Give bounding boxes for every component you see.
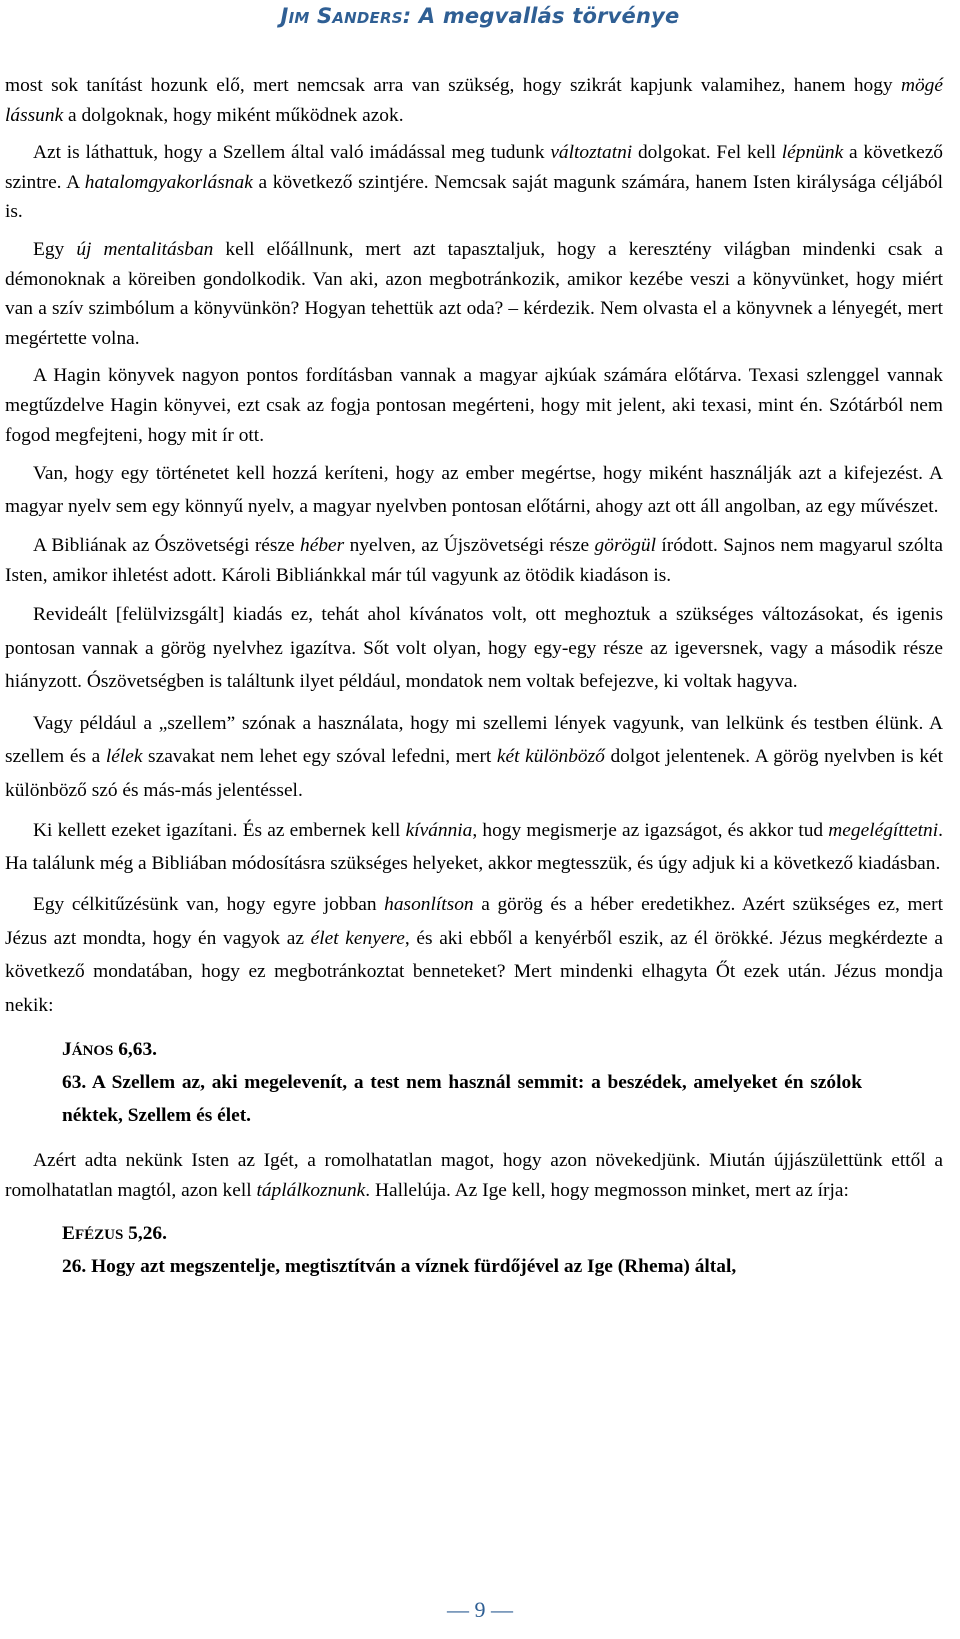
p6-text-c: nyelven, az Újszövetségi része	[344, 535, 595, 557]
paragraph-1	[5, 71, 943, 130]
p3-text-a: Egy	[33, 238, 77, 260]
p3-text-c: kell előállnunk, mert azt tapasztaljuk, hogy a keresztény világban mindenki csak a démonoknak a köreiben gondolkodik. Van aki, azon megbotránkozik, amikor kezébe veszi a könyvünket, hogy miért van a szív szimbólum a könyvünkön? Hogyan tehettük azt oda? – kérdezik. Nem olvasta el a könyvnek a lényegét, mert megértette volna.	[5, 238, 943, 349]
paragraph-5: Van, hogy egy történetet kell hozzá keríteni, hogy az ember megértse, hogy miként használják azt a kifejezést. A magyar nyelv sem egy könnyű nyelv, a magyar nyelvben pontosan előtárni, ahogy azt ott áll angolban, az egy művészet.	[5, 463, 943, 517]
running-header	[0, 4, 960, 28]
p10-emphasis-d: élet kenyere	[310, 927, 405, 949]
p8-text-e: dolgot jelentenek. A görög nyelvben is két különböző szó és más-más jelentéssel.	[5, 746, 944, 801]
p2-text-a: Azt is láthattuk, hogy a Szellem által való imádással meg tudunk	[33, 142, 551, 164]
scripture-verse-john: 63. A Szellem az, aki megelevenít, a test nem használ semmit: a beszédek, amelyeket én szólok néktek, Szellem és élet.	[62, 1072, 862, 1127]
scripture-quote-ephesians	[62, 1219, 862, 1283]
p11-text-a: Azért adta nekünk Isten az Igét, a romolhatatlan magot, hogy azon növekedjünk. Miután újjászülettünk ettől a romolhatatlan magtól, azon kell	[5, 1150, 943, 1201]
p9-emphasis-b: kívánnia	[405, 820, 473, 842]
ref-john-smallcaps: ÁNOS	[71, 1043, 114, 1060]
p1-text-a: most sok tanítást hozunk elő, mert nemcsak arra van szükség, hogy szikrát kapjunk valamihez, hanem hogy	[5, 75, 901, 96]
p11-emphasis-b: táplálkoznunk	[256, 1179, 366, 1201]
p3-emphasis: új mentalitásban	[76, 238, 214, 260]
p9-emphasis-d: megelégíttetni	[828, 820, 939, 842]
p2-text-g: a következő szintjére. Nemcsak saját magunk számára, hanem Isten királysága céljából is.	[5, 171, 944, 223]
p2-emphasis-d: lépnünk	[781, 142, 844, 164]
p6-text-e: íródott. Sajnos nem magyarul szólta Isten, amikor ihletést adott. Károli Bibliánkkal már túl vagyunk az ötödik kiadáson is.	[5, 535, 943, 586]
header-author-anders: ANDERS	[332, 9, 403, 27]
p8-text-c: szavakat nem lehet egy szóval lefedni, mert	[142, 746, 497, 768]
paragraph-10	[5, 888, 943, 1022]
p10-emphasis-b: hasonlítson	[384, 894, 474, 916]
paragraph-7: Revideált [felülvizsgált] kiadás ez, tehát ahol kívánatos volt, ott meghoztuk a szükséges változásokat, és igenis pontosan vannak a görög nyelvhez igazítva. Sőt volt olyan, hogy egy-egy része az igeversnek, vagy a második része hiányzott. Ószövetségben is találtunk ilyet például, mondatok nem voltak befejezve, ki voltak hagyva.	[5, 604, 943, 693]
paragraph-8	[5, 707, 943, 808]
p2-emphasis-f: hatalomgyakorlásnak	[84, 171, 253, 193]
ref-eph-number: 5,26.	[123, 1222, 167, 1244]
ref-john-cap: J	[62, 1039, 72, 1061]
header-author-s: S	[309, 4, 333, 28]
paragraph-4: A Hagin könyvek nagyon pontos fordításban vannak a magyar ajkúak számára előtárva. Texasi szlenggel vannak megtűzdelve Hagin könyvei, ezt csak az fogja pontosan megérteni, hogy mit jelent, aki texasi, mint én. Szótárból nem fogod megfejteni, hogy mit ír ott.	[5, 365, 943, 446]
paragraph-11	[5, 1146, 943, 1205]
scripture-quote-john	[62, 1035, 862, 1132]
p2-emphasis-b: változtatni	[550, 142, 633, 164]
page-number: — 9 —	[447, 1597, 513, 1622]
body-text	[5, 71, 943, 1297]
header-author-im: IM	[288, 9, 310, 27]
ref-eph-cap: E	[62, 1222, 75, 1244]
p1-text-c: a dolgoknak, hogy miként működnek azok.	[63, 104, 404, 126]
paragraph-6	[5, 531, 943, 590]
p8-emphasis-b: lélek	[105, 746, 143, 768]
ref-john-number: 6,63.	[113, 1039, 158, 1061]
scripture-reference-john	[62, 1035, 862, 1066]
p8-emphasis-d: két különböző	[496, 746, 605, 768]
p8-text-a: Vagy például a „szellem” szónak a használata, hogy mi szellemi lények vagyunk, van lelkünk és testben élünk. A szellem és a	[5, 712, 943, 768]
p11-text-c: . Hallelúja. Az Ige kell, hogy megmosson minket, mert az írja:	[365, 1179, 849, 1201]
p10-text-a: Egy célkitűzésünk van, hogy egyre jobban	[33, 894, 385, 916]
p6-emphasis-d: görögül	[594, 535, 656, 557]
p9-text-a: Ki kellett ezeket igazítani. És az embernek kell	[33, 820, 406, 842]
p2-text-e: a következő szintre. A	[5, 142, 943, 193]
p6-text-a: A Bibliának az Ószövetségi része	[33, 535, 301, 557]
p6-emphasis-b: héber	[300, 535, 345, 557]
scripture-verse-ephesians: 26. Hogy azt megszentelje, megtisztítván a víznek fürdőjével az Ige (Rhema) által,	[62, 1255, 737, 1277]
paragraph-9	[5, 815, 943, 880]
p1-emphasis: mögé lássunk	[5, 75, 943, 126]
p10-text-e: , és aki ebből a kenyérből eszik, az él örökké. Jézus megkérdezte a következő mondatában, hogy ez megbotránkoztat benneteket? Mert mindenki elhagyta Őt ezek után. Jézus mondja nekik:	[5, 927, 944, 1016]
p2-text-c: dolgokat. Fel kell	[632, 142, 782, 164]
p10-text-c: a görög és a héber eredetikhez. Azért szükséges ez, mert Jézus azt mondta, hogy én vagyok az	[5, 894, 943, 949]
ref-eph-smallcaps: FÉZUS	[74, 1226, 124, 1243]
p9-text-c: , hogy megismerje az igazságot, és akkor tud	[472, 820, 829, 842]
scripture-reference-ephesians	[62, 1219, 862, 1250]
p9-text-e: . Ha találunk még a Bibliában módosításra szükséges helyeket, akkor megtesszük, és úgy adjuk ki a következő kiadásban.	[5, 820, 943, 874]
header-author-j: J	[280, 4, 289, 28]
header-title: : A megvallás törvénye	[402, 4, 680, 28]
paragraph-3	[5, 235, 943, 353]
paragraph-2	[5, 138, 943, 227]
